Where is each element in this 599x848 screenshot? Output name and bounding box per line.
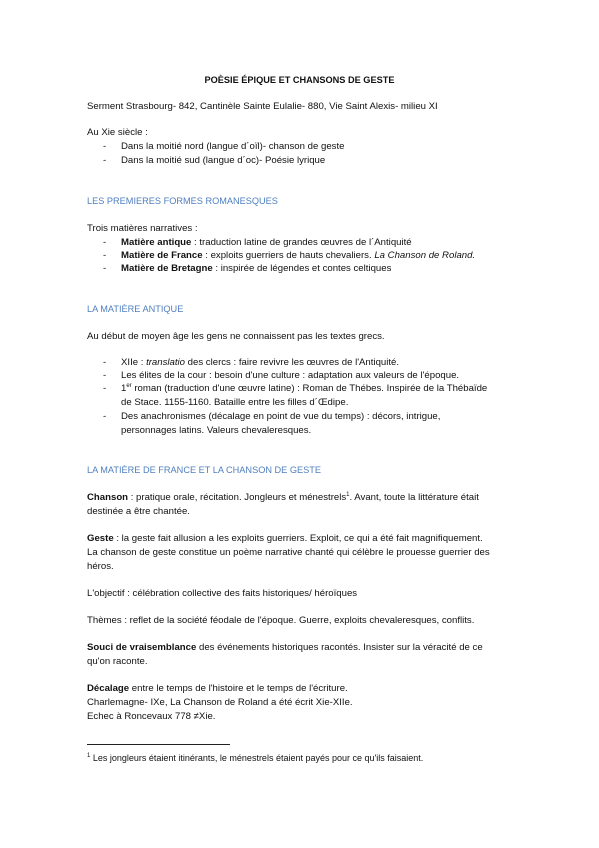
section-heading: LES PREMIERES FORMES ROMANESQUES [87, 196, 278, 206]
list-item: Dans la moitié sud (langue d´oc)- Poésie lyrique [121, 155, 326, 166]
bullet-dash: - [103, 383, 107, 394]
intro-line: Serment Strasbourg- 842, Cantinèle Sainte Eulalie- 880, Vie Saint Alexis- milieu XI [87, 101, 438, 112]
footnote-separator [87, 744, 230, 745]
section-heading: LA MATIÈRE ANTIQUE [87, 304, 184, 314]
paragraph-continued: Echec à Roncevaux 778 ≠Xie. [87, 711, 216, 722]
bullet-dash: - [103, 263, 107, 274]
list-item: 1er roman (traduction d'une œuvre latine) : Roman de Thébes. Inspirée de la Thébaïde [121, 382, 488, 394]
paragraph-souci: Souci de vraisemblance des événements historiques racontés. Insister sur la véracité de ce [87, 642, 483, 653]
paragraph-themes: Thèmes : reflet de la société féodale de l'époque. Guerre, exploits chevaleresques, conflits. [87, 615, 475, 626]
paragraph-continued: Charlemagne- IXe, La Chanson de Roland a été écrit Xie-XIIe. [87, 697, 353, 708]
list-item: Matière de France : exploits guerriers de hauts chevaliers. La Chanson de Roland. [121, 250, 476, 261]
footnote-ref[interactable]: 1 [346, 491, 350, 498]
bullet-dash: - [103, 250, 107, 261]
paragraph-continued: héros. [87, 561, 114, 572]
list-item: Dans la moitié nord (langue d´oïl)- chanson de geste [121, 141, 345, 152]
paragraph-decalage: Décalage entre le temps de l'histoire et le temps de l'écriture. [87, 683, 348, 694]
list-item: Les élites de la cour : besoin d'une culture : adaptation aux valeurs de l'époque. [121, 370, 460, 381]
list-item: Matière antique : traduction latine de grandes œuvres de l´Antiquité [121, 237, 412, 248]
paragraph-continued: La chanson de geste constitue un poème narrative chanté qui célèbre le prouesse guerrier des [87, 547, 490, 558]
list-item: Des anachronismes (décalage en point de vue du temps) : décors, intrigue, [121, 411, 441, 422]
footnote: $^1$ Les jongleurs étaient itinérants, le ménestrels étaient payés pour ce qu'ils faisaient. [87, 753, 424, 763]
bullet-dash: - [103, 411, 107, 422]
bullet-dash: - [103, 237, 107, 248]
paragraph-continued: qu'on raconte. [87, 656, 148, 667]
bullet-dash: - [103, 141, 107, 152]
paragraph-chanson: Chanson : pratique orale, récitation. Jongleurs et ménestrels$^1$. Avant, toute la littérature était [87, 491, 479, 503]
bullet-dash: - [103, 370, 107, 381]
section-heading: LA MATIÈRE DE FRANCE ET LA CHANSON DE GESTE [87, 465, 321, 475]
bullet-dash: - [103, 357, 107, 368]
page-title: POÈSIE ÉPIQUE ET CHANSONS DE GESTE [204, 75, 395, 85]
paragraph: Trois matières narratives : [87, 223, 198, 234]
paragraph-objectif: L'objectif : célébration collective des faits historiques/ héroïques [87, 588, 358, 599]
paragraph: Au début de moyen âge les gens ne connaissent pas les textes grecs. [87, 331, 385, 342]
list-item: XIIe : translatio des clercs : faire revivre les œuvres de l'Antiquité. [121, 357, 400, 368]
list-item: Matière de Bretagne : inspirée de légendes et contes celtiques [121, 263, 392, 274]
paragraph-continued: destinée a être chantée. [87, 506, 190, 517]
paragraph-geste: Geste : la geste fait allusion a les exploits guerriers. Exploit, ce qui a été fait magnifiquement. [87, 533, 483, 544]
list-item-continued: de Stace. 1155-1160. Bataille entre les filles d´Œdipe. [121, 397, 349, 408]
bullet-dash: - [103, 155, 107, 166]
list-item-continued: personnages latins. Valeurs chevaleresques. [121, 425, 312, 436]
xie-label: Au Xie siècle : [87, 127, 148, 138]
